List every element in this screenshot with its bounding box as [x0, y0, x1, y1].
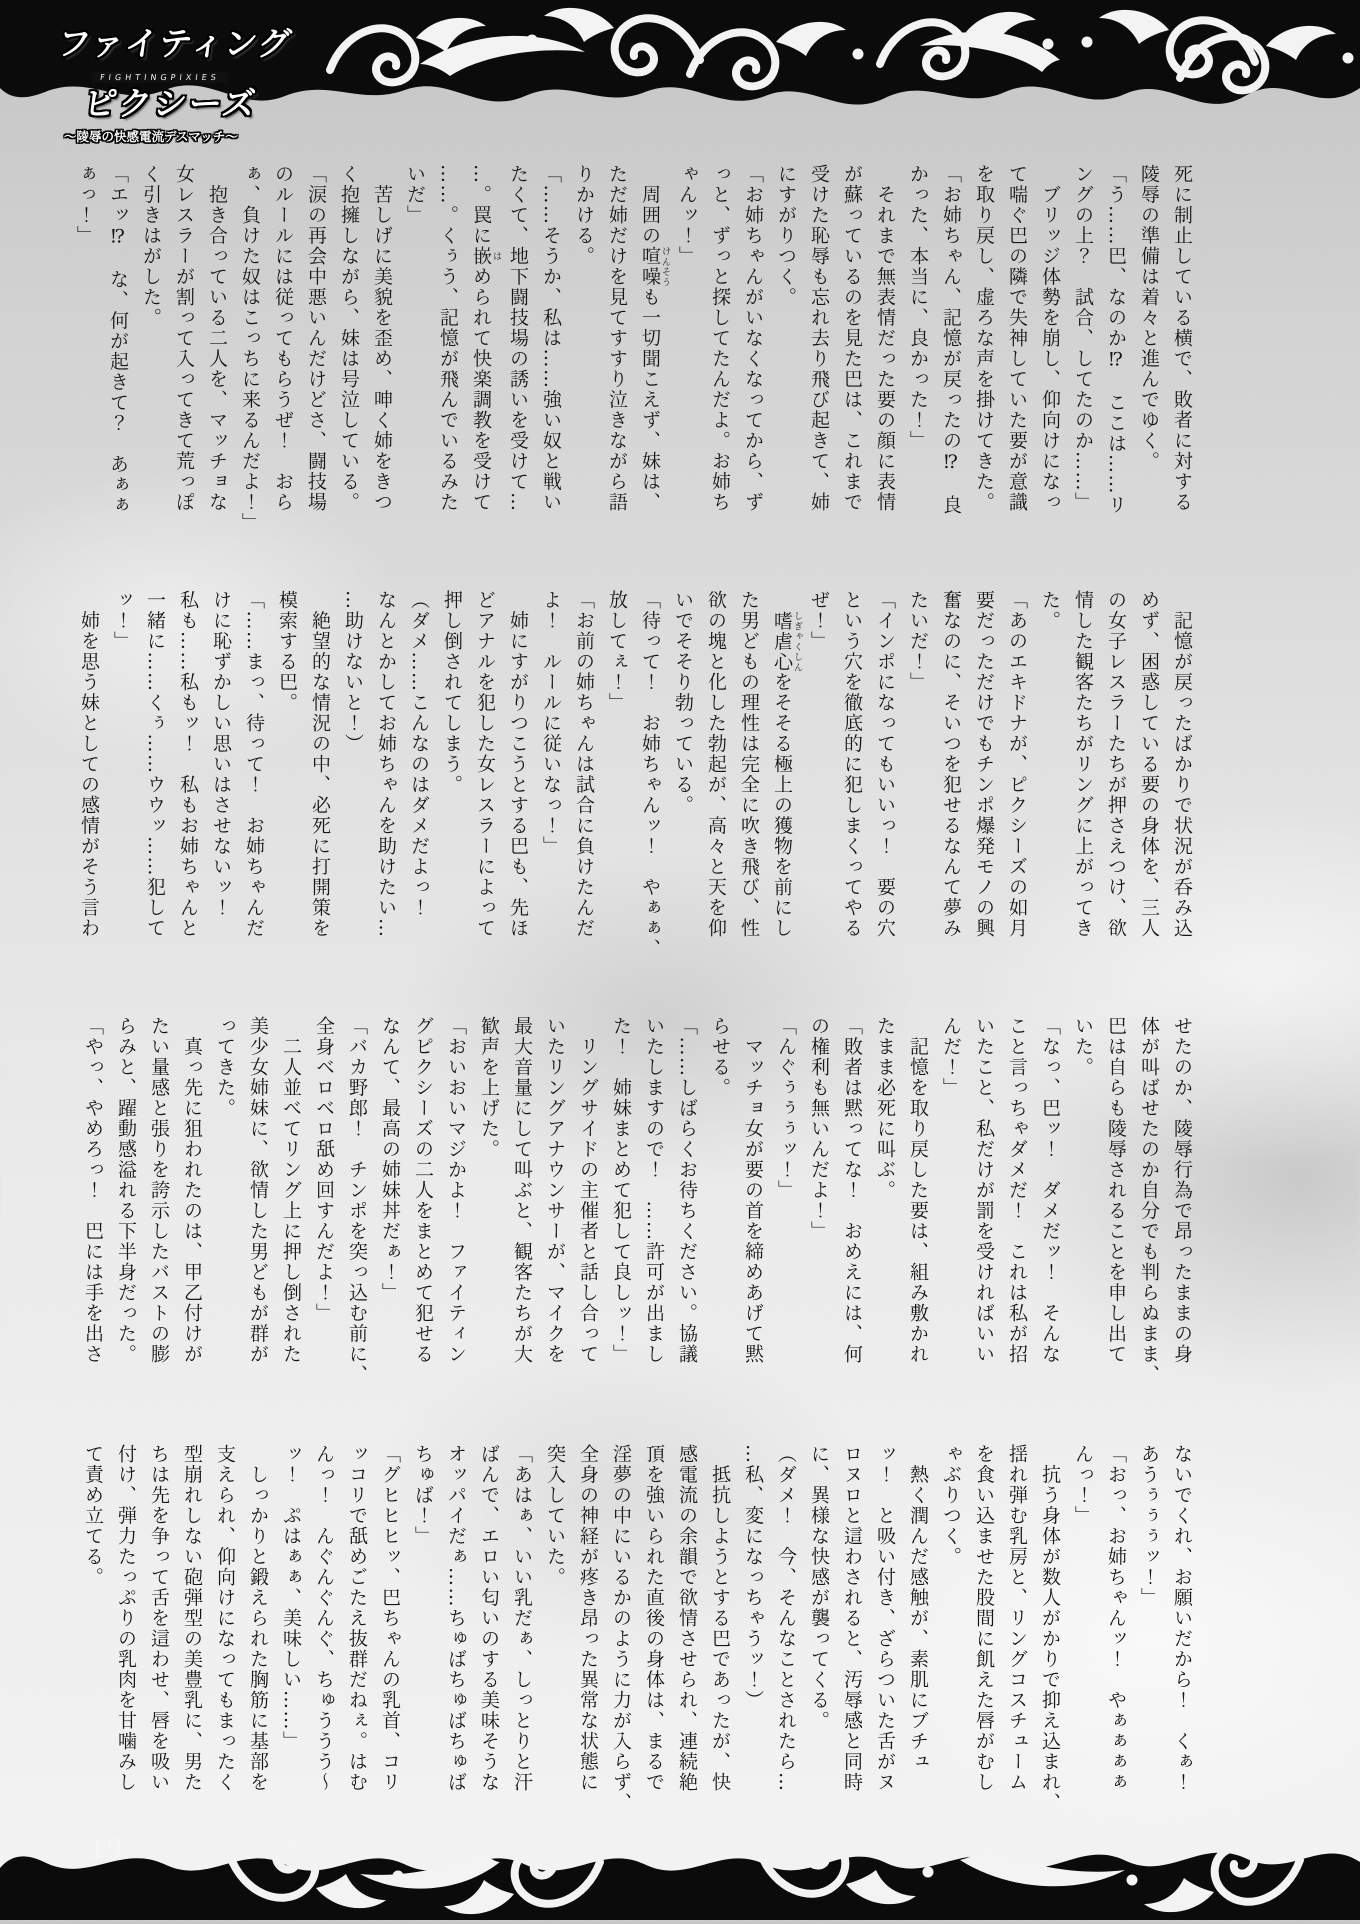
text-column: 放してぇ！」 [606, 590, 628, 713]
text-column: んっ！ んぐんぐんぐ、ちゅううう～ [313, 1444, 335, 1793]
text-column: 「待って！ お姉ちゃんッ！ やぁぁ、 [639, 590, 661, 959]
text-column: 付け、弾力たっぷりの乳肉を甘噛みし [115, 1444, 137, 1793]
text-column: 「……しばらくお待ちください。協議 [676, 1016, 698, 1365]
text-column: あうぅぅぅッ！」 [1138, 1444, 1160, 1608]
text-column: 模索する巴。 [276, 590, 298, 713]
text-column: りかける。 [573, 164, 595, 267]
text-column: た！ 姉妹まとめて犯して良しッ！」 [610, 1016, 632, 1365]
text-column: 頂を強いられた直後の身体は、まるで [643, 1444, 665, 1793]
text-band-4 [76, 1444, 1198, 1846]
text-column: グピクシーズの二人をまとめて犯せる [412, 1016, 434, 1365]
text-band-2 [72, 590, 1198, 992]
text-column: めず、困惑している要の身体を、三人 [1138, 590, 1160, 939]
text-column: それまで無表情だった要の顔に表情 [874, 164, 896, 513]
text-column: 抗う身体が数人がかりで抑え込まれ、 [1039, 1444, 1061, 1813]
text-column: ……。くぅう、記憶が飛んでいるみた [437, 164, 459, 513]
text-column: 陵辱の準備は着々と進んでゆく。 [1138, 164, 1160, 472]
text-column: たい量感と張りを誇示したバストの膨 [148, 1016, 170, 1365]
text-column: いた。 [1072, 1016, 1094, 1078]
text-column: 一緒に……くぅ……ウウッ……犯して [144, 590, 166, 939]
text-column: 絶望的な情況の中、必死に打開策を [309, 590, 331, 939]
text-column: …私、変になっちゃうッ！） [742, 1444, 764, 1711]
text-column: 押し倒されてしまう。 [441, 590, 463, 795]
text-column: 熱く潤んだ感触が、素肌にブチュ [907, 1444, 929, 1772]
text-column: 「インポになってもいいっ！ 要の穴 [874, 590, 896, 939]
text-column: ないでくれ、お願いだから！ くぁ！ [1171, 1444, 1193, 1793]
text-column: たくて、地下闘技場の誘いを受けて… [507, 164, 529, 513]
text-column: 奮なのに、そいつを犯せるなんて夢み [940, 590, 962, 939]
text-column: らみと、躍動感溢れる下半身だった。 [115, 1016, 137, 1365]
text-column: んっ！」 [1072, 1444, 1094, 1526]
text-column: のルールには従ってもらうぜ！ おら [272, 164, 294, 513]
text-column: 全身の神経が疼き昂った異常な状態に [577, 1444, 599, 1793]
text-column: ぜ！」 [808, 590, 830, 652]
text-column: 女レスラーが割って入ってきて荒っぽ [173, 164, 195, 513]
text-column: しっかりと鍛えられた胸筋に基部を [247, 1444, 269, 1793]
text-column: 苦しげに美貌を歪め、呻く姉をきつ [371, 164, 393, 513]
text-column: く引きはがした。 [140, 164, 162, 328]
text-column: ばんで、エロい匂いのする美味そうな [478, 1444, 500, 1793]
text-column: に、異様な快感が襲ってくる。 [808, 1444, 830, 1731]
text-column: 欲の塊と化した勃起が、高々と天を仰 [705, 590, 727, 939]
text-column: 真っ先に狙われたのは、甲乙付けが [181, 1016, 203, 1365]
text-column: 「う……巴、なのか⁉ ここは……リ [1105, 164, 1127, 516]
text-column: いでそそり勃っている。 [672, 590, 694, 816]
text-column: 揺れ弾む乳房と、リングコスチューム [1006, 1444, 1028, 1793]
text-column: にすがりつく。 [775, 164, 797, 308]
text-column: 歓声を上げた。 [478, 1016, 500, 1160]
text-column: ッ！」 [111, 590, 133, 652]
logo-subtitle: ～陵辱の快感電流デスマッチ～ [64, 129, 238, 144]
text-column: ぁっ！」 [74, 164, 96, 246]
text-column: 「やっ、やめろっ！ 巴には手を出さ [82, 1016, 104, 1365]
text-column: 私も……私もッ！ 私もお姉ちゃんと [177, 590, 199, 939]
text-column: なんとかしてお姉ちゃんを助けたい… [375, 590, 397, 939]
text-column: 姉にすがりつこうとする巴も、先ほ [507, 590, 529, 939]
text-column: を取り戻し、虚ろな声を掛けてきた。 [973, 164, 995, 513]
text-column: の権利も無いんだよ！」 [808, 1016, 830, 1242]
text-column: なんて、最高の姉妹丼だぁ！」 [379, 1016, 401, 1303]
text-column: という穴を徹底的に犯しまくってやる [841, 590, 863, 939]
text-column: 「あはぁ、いい乳だぁ、しっとりと汗 [511, 1444, 533, 1793]
text-column: リングサイドの主催者と話し合って [577, 1016, 599, 1365]
text-column: 姉を思う妹としての感情がそう言わ [78, 590, 100, 939]
text-column: ちは先を争って舌を這わせ、唇を吸い [148, 1444, 170, 1793]
text-column: 淫夢の中にいるかのように力が入らず、 [610, 1444, 632, 1813]
logo-title-line1: ファイティング [55, 24, 295, 63]
text-column: 支えられ、仰向けになってもまったく [214, 1444, 236, 1793]
text-column: オッパイだぁ……ちゅばちゅばちゅば [445, 1444, 467, 1793]
text-column: 美少女姉妹に、欲情した男どもが群が [247, 1016, 269, 1365]
text-column: いたこと、私だけが罰を受ければいい [973, 1016, 995, 1365]
text-column: く抱擁しながら、妹は号泣している。 [338, 164, 360, 513]
text-column: 二人並べてリング上に押し倒された [280, 1016, 302, 1365]
text-column: た男どもの理性は完全に吹き飛び、性 [738, 590, 760, 939]
text-column: 「敗者は黙ってな！ おめえには、何 [841, 1016, 863, 1365]
text-column: らせる。 [709, 1016, 731, 1098]
text-column: …。罠に嵌 はめられて快楽調教を受けて [470, 164, 501, 513]
text-column: いたしますので！ ……許可が出まし [643, 1016, 665, 1365]
text-column: 「涙の再会中悪いんだけどさ、闘技場 [305, 164, 327, 513]
text-column: （ダメ……こんなのはダメだよっ！ [408, 590, 430, 918]
text-column: ちゅば！」 [412, 1444, 434, 1547]
text-column: ッコリで舐めごたえ抜群だねぇ。はむ [346, 1444, 368, 1793]
text-column: 感電流の余韻で欲情させられ、連続絶 [676, 1444, 698, 1793]
text-column: ッ！ と吸い付き、ざらついた舌がヌ [874, 1444, 896, 1793]
logo-title-en: FIGHTINGPIXIES [91, 72, 228, 83]
text-column: 最大音量にして叫ぶと、観客たちが大 [511, 1016, 533, 1365]
text-column: 周囲の喧噪 けんそうも一切聞こえず、妹は、 [639, 164, 670, 513]
text-column: たいだ！」 [907, 590, 929, 693]
text-column: 「……まっ、待って！ お姉ちゃんだ [243, 590, 265, 939]
text-column: ゃんッ！」 [676, 164, 698, 267]
text-column: 「あのエキドナが、ピクシーズの如月 [1006, 590, 1028, 939]
text-column: 全身ベロベロ舐め回すんだよ！」 [313, 1016, 335, 1324]
text-column: 記憶が戻ったばかりで状況が呑み込 [1171, 590, 1193, 939]
text-column: 受けた恥辱も忘れ去り飛び起きて、姉 [808, 164, 830, 513]
text-column: っと、ずっと探してたんだよ。お姉ち [709, 164, 731, 513]
text-band-1 [68, 164, 1198, 566]
text-column: 「なっ、巴ッ！ ダメだッ！ そんな [1039, 1016, 1061, 1365]
text-column: 「お前の姉ちゃんは試合に負けたんだ [573, 590, 595, 939]
text-column: 「グヒヒヒッ、巴ちゃんの乳首、コリ [379, 1444, 401, 1793]
text-column: …助けないと！） [342, 590, 364, 754]
page-number: 19 [88, 1834, 125, 1865]
text-column: 「……そうか、私は……強い奴と戦い [540, 164, 562, 513]
text-column: 死に制止している横で、敗者に対する [1171, 164, 1193, 513]
text-column: の女子レスラーたちが押さえつけ、欲 [1105, 590, 1127, 939]
text-column: 抵抗しようとする巴であったが、快 [709, 1444, 731, 1793]
text-column: が蘇っているのを見た巴は、これまで [841, 164, 863, 513]
text-column: ただ姉だけを見てすすり泣きながら語 [606, 164, 628, 513]
text-column: た。 [1039, 590, 1061, 631]
bottom-border-ornament [0, 1828, 1360, 1920]
text-column: いだ」 [404, 164, 426, 226]
text-column: んだ！」 [940, 1016, 962, 1098]
text-band-3 [76, 1016, 1198, 1418]
text-column: ブリッジ体勢を崩し、仰向けになっ [1039, 164, 1061, 513]
text-column: ぁ、負けた奴はこっちに来るんだよ！」 [239, 164, 261, 533]
logo-title-line2: ピクシーズ [81, 84, 260, 123]
text-column: 「おっ、お姉ちゃんッ！ やぁぁぁぁ [1105, 1444, 1127, 1793]
text-column: どアナルを犯した女レスラーによって [474, 590, 496, 939]
text-column: 「バカ野郎！ チンポを突っ込む前に、 [346, 1016, 368, 1385]
text-column: 「お姉ちゃんがいなくなってから、ず [742, 164, 764, 513]
text-column: こと言っちゃダメだ！ これは私が招 [1006, 1016, 1028, 1365]
logo [55, 18, 358, 145]
text-column: 要だっただけでもチンポ爆発モノの興 [973, 590, 995, 939]
tribal-pattern-bottom-svg [0, 1828, 1360, 1920]
text-column: （ダメ！ 今、そんなことされたら… [775, 1444, 797, 1793]
text-column: 体が叫ばせたのか自分でも判らぬまま、 [1138, 1016, 1160, 1385]
text-column: 「お姉ちゃん、記憶が戻ったの⁉ 良 [940, 164, 962, 516]
text-column: 「んぐぅぅぅッ！」 [775, 1016, 797, 1201]
text-column: ってきた。 [214, 1016, 236, 1119]
text-column: を食い込ませた股間に飢えた唇がむし [973, 1444, 995, 1793]
text-column: けに恥ずかしい思いはさせないッ！ [210, 590, 232, 918]
text-column: 「エッ⁉ な、何が起きて？ あぁぁ [107, 164, 129, 516]
text-column: ゃぶりつく。 [940, 1444, 962, 1567]
text-column: 抱き合っている二人を、マッチョな [206, 164, 228, 513]
text-column: ッ！ ぷはぁぁ、美味しい……」 [280, 1444, 302, 1752]
text-column: 突入していた。 [544, 1444, 566, 1588]
text-column: ングの上？ 試合、してたのか……」 [1072, 164, 1094, 513]
text-column: 情した観客たちがリングに上がってき [1072, 590, 1094, 939]
text-column: せたのか、陵辱行為で昂ったままの身 [1171, 1016, 1193, 1365]
text-column: よ！ ルールに従いなっ！」 [540, 590, 562, 857]
text-column: ロヌロと這わされると、汚辱感と同時 [841, 1444, 863, 1793]
text-column: 巴は自らも陵辱されることを申し出て [1105, 1016, 1127, 1365]
text-column: 「おいおいマジかよ！ ファイティン [445, 1016, 467, 1365]
text-column: たまま必死に叫ぶ。 [874, 1016, 896, 1201]
text-column: 記憶を取り戻した要は、組み敷かれ [907, 1016, 929, 1365]
text-column: マッチョ女が要の首を締めあげて黙 [742, 1016, 764, 1365]
text-column: 嗜虐心 しぎゃくしんをそそる極上の獲物を前にし [771, 610, 802, 939]
text-column: いたリングアナウンサーが、マイクを [544, 1016, 566, 1365]
text-column: て喘ぐ巴の隣で失神していた要が意識 [1006, 164, 1028, 513]
text-column: 型崩れしない砲弾型の美豊乳に、男た [181, 1444, 203, 1793]
text-column: かった、本当に、良かった！」 [907, 164, 929, 451]
text-column: て責め立てる。 [82, 1444, 104, 1588]
